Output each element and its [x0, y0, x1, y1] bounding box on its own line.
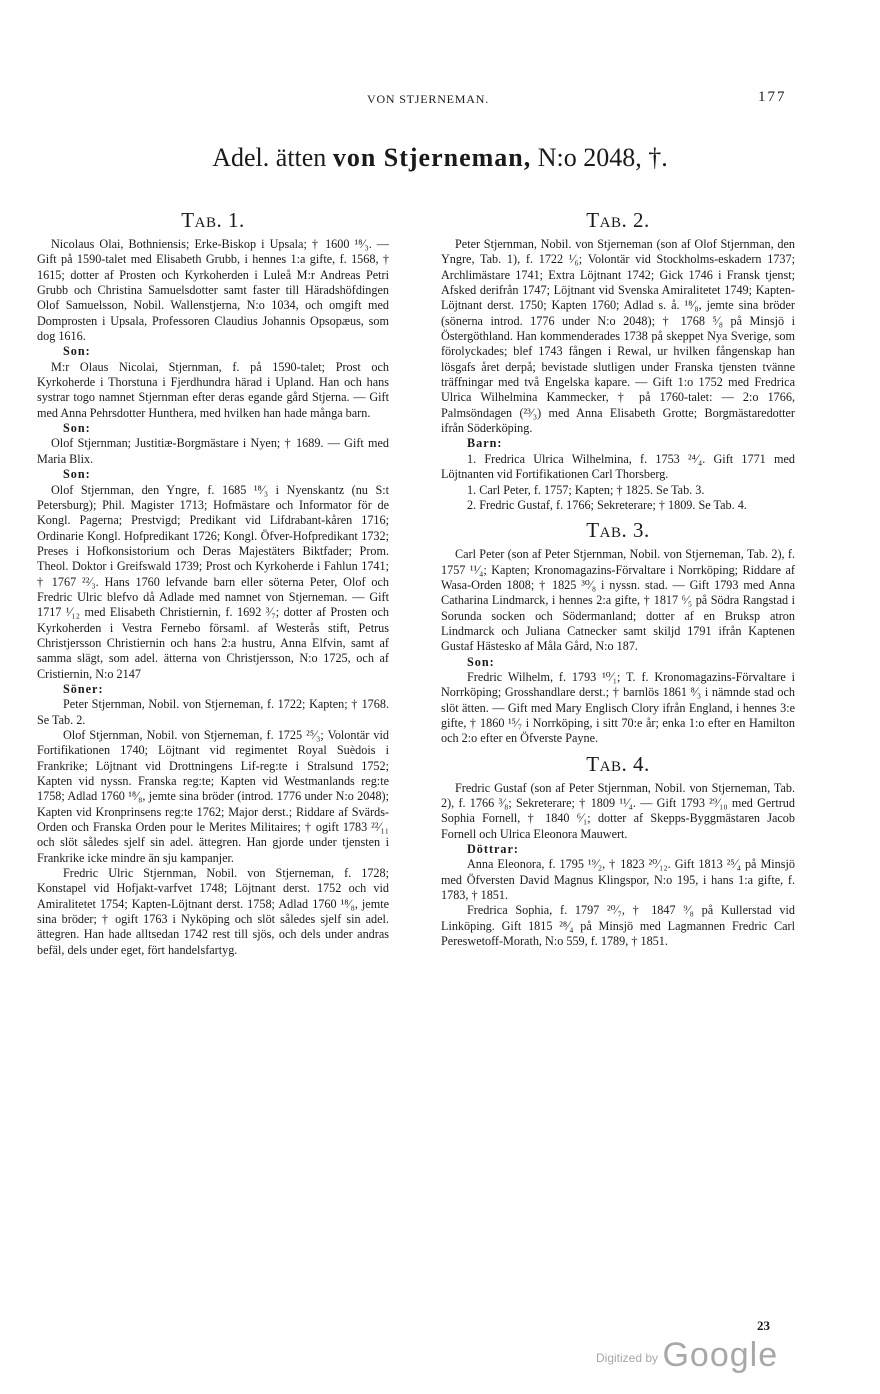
tab1-paragraph: Olof Stjernman, den Yngre, f. 1685 ¹⁸⁄₃ i Nyenskantz (nu S:t Petersburg); Phil. Magister 1713; Hofmästare och Informator för de Kongl. Pagerna; Prestvigd; Predikant vid Lifdrabant-kåren 1716; Ordinarie Kongl. Hofpredikant 1726; Kongl. Öfver-Hofpredikant 1732; Preses i Hofkonsistorium och Deras Majestäters Biktfader; Prom. Theol. Doktor i Greifswald 1739; Prost och Kyrkoherde i Fahlun 1741; † 1767 ²²⁄₃. Hans 1760 lefvande barn eller söterna Peter, Olof och Fredric Ulric blefvo då Adlade med namnet von Stjerneman. — Gift 1717 ¹⁄₁₂ med Elisabeth Christiernin, f. 1692 ³⁄₇; dotter af Prosten och Kyrkoherden i Vestra Fernebo församl. af Westerås stift, Petrus Christjersson Christiernin och hans 2:a hustru, Anna Elfvin, samt af samma slägt, som adel. ätterna von Christjersson, N:o 1725, och af Cristiernin, N:o 2147 — [37, 482, 389, 681]
tab4-heading: Tab. 4. — [586, 751, 650, 776]
running-head: VON STJERNEMAN. — [367, 92, 490, 106]
tab4-paragraph: Fredric Gustaf (son af Peter Stjernman, Nobil. von Stjerneman, Tab. 2), f. 1766 ³⁄₈; Sekreterare; † 1809 ¹¹⁄₄. — Gift 1793 ²⁹⁄₁₀ med Gertrud Sophia Fornell, † 1840 ⁶⁄₁; dotter af Skepps-Byggmästaren Jacob Fornell och Ulrica Eleonora Mauwert. — [441, 780, 795, 841]
tab4-daughters-label: Döttrar: — [467, 842, 519, 857]
tab3-son-label: Son: — [467, 654, 495, 669]
tab1-paragraph: Nicolaus Olai, Bothniensis; Erke-Biskop i Upsala; † 1600 ¹⁸⁄₃. — Gift på 1590-talet med Elisabeth Grubb, i hennes 1:a gifte, f. 1568, † 1615; dotter af Prosten och Kyrkoherden i Luleå M:r Andreas Petri Grubb och Christina Samuelsdotter samt faster till Häradshöfdingen Olof Samuelsson, Nobil. Wallenstjerna, N:o 1034, och omgift med Domprosten i Upsala, Professoren Claudius Johannis Opsopæus, som dog 1616. — [37, 237, 389, 344]
tab1-son-label: Son: — [63, 344, 91, 359]
tab1-sons-label: Söner: — [63, 681, 104, 696]
tab1-son-label: Son: — [63, 421, 91, 436]
title-prefix: Adel. ätten — [212, 143, 327, 172]
tab1-paragraph: M:r Olaus Nicolai, Stjernman, f. på 1590-talet; Prost och Kyrkoherde i Thorstuna i Fjerdhundra härad i Upland. Han och hans systrar togo namnet Stjernman efter deras egande gård Stjerna. — Gift med Anna Pehrsdotter Hunthera, med hvilken han hade många barn. — [37, 359, 389, 420]
signature-mark: 23 — [757, 1318, 770, 1333]
page-title — [0, 143, 880, 173]
tab2-children-label: Barn: — [467, 436, 503, 451]
tab1-son-label: Son: — [63, 467, 91, 482]
tab2-heading: Tab. 2. — [586, 208, 650, 232]
right-column — [441, 203, 795, 949]
title-family-name: von Stjerneman, — [332, 143, 532, 172]
tab3-paragraph: Carl Peter (son af Peter Stjernman, Nobil. von Stjerneman, Tab. 2), f. 1757 ¹¹⁄₄; Kapten; Kronomagazins-Förvaltare i Norrköping; Riddare af Wasa-Orden 1808; † 1825 ³⁰⁄₈ i nyssn. stad. — Gift 1793 med Anna Catharina Lindmarck, i hennes 2:a gifte, † 1817 ⁶⁄₅ på Södra Rangstad i Sorunda socken och Södermanland; dotter af en Bruksp atron Lindmarck och Juliana Catnecker samt skiljd 1791 ifrån Kaptenen Gustaf Hästesko af Måla Gård, N:o 187. — [441, 547, 795, 654]
tab1-child-entry: Fredric Ulric Stjernman, Nobil. von Stjerneman, f. 1728; Konstapel vid Hofjakt-varfvet 1748; Löjtnant derst. 1752 och vid Amiralitetet 1754; Kapten-Löjtnant derst. 1758; Adlad 1760 ¹⁸⁄₈, jemte sina bröder; † ogift 1763 i Nyköping och slöt således sjelf sin adel. ättegren. Han hade alltsedan 1742 rest till sjös, och dels under andras befäl, dels under eget, fört handelsfartyg. — [37, 866, 389, 957]
watermark-small-text: Digitized by — [596, 1351, 659, 1365]
tab4-child-entry: Fredrica Sophia, f. 1797 ²⁰⁄₇, † 1847 ⁹⁄₈ på Kullerstad vid Linköping. Gift 1815 ²⁸⁄₄ på Minsjö med Lagmannen Fredric Carl Pereswetoff-Morath, N:o 559, f. 1789, † 1851. — [441, 903, 795, 949]
digitization-watermark — [596, 1336, 778, 1375]
tab1-child-entry: Peter Stjernman, Nobil. von Stjerneman, f. 1722; Kapten; † 1768. Se Tab. 2. — [37, 697, 389, 727]
tab2-child-entry: 2. Fredric Gustaf, f. 1766; Sekreterare; † 1809. Se Tab. 4. — [467, 497, 747, 512]
watermark-logo-text: Google — [662, 1336, 779, 1374]
title-suffix: N:o 2048, †. — [537, 143, 668, 172]
tab3-heading: Tab. 3. — [586, 518, 650, 543]
tab2-child-entry: 1. Fredrica Ulrica Wilhelmina, f. 1753 ²⁴⁄₄. Gift 1771 med Löjtnanten vid Fortifikationen Carl Thorsberg. — [441, 451, 795, 482]
tab1-child-entry: Olof Stjernman, Nobil. von Stjerneman, f. 1725 ²⁵⁄₃; Volontär vid Fortifikationen 1740; Löjtnant vid regimentet Royal Suèdois i Frankrike; Löjtnant vid Drottningens Lif-reg:te i Stralsund 1752; Kapten vid nyssn. Franska reg:te; Kapten vid Westmanlands reg:te 1758; Adlad 1760 ¹⁸⁄₈, jemte sina bröder (introd. 1776 under N:o 2048); Kapten vid Kronprinsens reg:te 1762; Major derst.; Riddare af Svärds-Orden och Franska Orden pour le Merites Militaires; † ogift 1783 ²²⁄₁₁ och slöt således sjelf sin adel. ättegren. Han gjorde under tjensten i Frankrike icke mindre än sju kampanjer. — [37, 728, 389, 865]
page-number: 177 — [758, 89, 787, 105]
tab3-child-entry: Fredric Wilhelm, f. 1793 ¹⁰⁄₁; T. f. Kronomagazins-Förvaltare i Norrköping; Grosshandlare derst.; † barnlös 1861 ⁸⁄₃ i nämnde stad och slöt ätten. — Gift med Mary Englisch Clory ifrån England, i hennes 3:e gifte, † 1860 ¹⁵⁄₇ i Norrköping, i sitt 70:e år; enka 1:o efter en Hamilton och 2:o efter en Öfverste Payne. — [441, 669, 795, 746]
tab1-heading: Tab. 1. — [181, 208, 245, 232]
tab4-child-entry: Anna Eleonora, f. 1795 ¹⁹⁄₂, † 1823 ²⁰⁄₁₂. Gift 1813 ²⁵⁄₄ på Minsjö med Öfversten David Magnus Klingspor, N:o 195, i hans 1:a gifte, f. 1783, † 1851. — [441, 857, 795, 903]
tab2-child-entry: 1. Carl Peter, f. 1757; Kapten; † 1825. Se Tab. 3. — [467, 482, 705, 497]
left-column — [37, 203, 389, 958]
tab2-paragraph: Peter Stjernman, Nobil. von Stjerneman (son af Olof Stjernman, den Yngre, Tab. 1), f. 1722 ¹⁄₆; Volontär vid Stockholms-eskadern 1737; Archlimästare 1741; Extra Löjtnant 1742; Gick 1746 i Fransk tjenst; Afsked derifrån 1747; Löjtnant vid Svenska Amiralitetet 1749; Kapten-Löjtnant derst. 1750; Kapten 1760; Adlad s. å. ¹⁸⁄₈, jemte sina bröder (sönerna introd. 1776 under N:o 2048); † 1768 ⁵⁄₈ på Minsjö i Östergöthland. Han kommenderades 1738 på skeppet Nya Sverige, som förolyckades; blef 1743 fången i Rewal, ur hvilken fångenskap han lösgafs året derpå; bevistade slutligen under Franska tjensten tvänne träffningar med två Engelska kapare. — Gift 1:o 1752 med Fredrica Ulrica Wilhelmina Kammecker, † på 1760-talet: — 2:o 1766, Palmsöndagen (²³⁄₃) med Anna Elisabeth Grotte; Borgmästaredotter ifrån Söderköping. — [441, 237, 795, 436]
tab1-paragraph: Olof Stjernman; Justitiæ-Borgmästare i Nyen; † 1689. — Gift med Maria Blix. — [37, 436, 389, 466]
